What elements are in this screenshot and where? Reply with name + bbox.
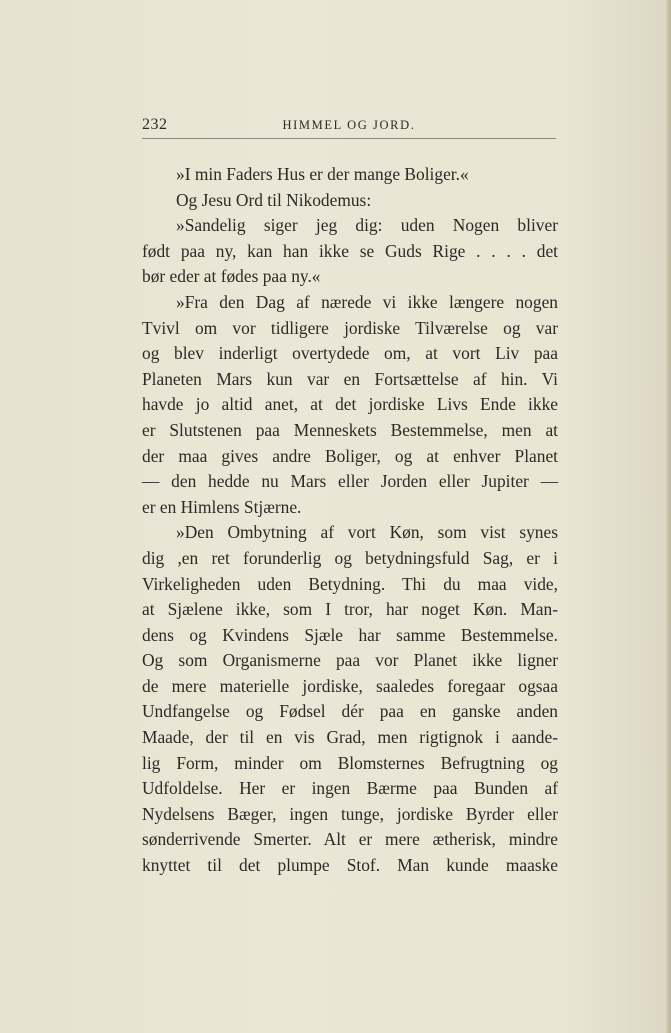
text-line: født paa ny, kan han ikke se Guds Rige . . . . det <box>142 240 558 261</box>
page-number: 232 <box>142 116 168 133</box>
text-line: sønderrivende Smerter. Alt er mere ætherisk, mindre <box>142 829 558 850</box>
text-line: »Sandelig siger jeg dig: uden Nogen bliver <box>176 215 558 236</box>
text-line: de mere materielle jordiske, saaledes foregaar ogsaa <box>142 675 558 696</box>
text-line: Nydelsens Bæger, ingen tunge, jordiske Byrder eller <box>142 803 558 824</box>
body-text <box>142 162 558 879</box>
text-line: Virkeligheden uden Betydning. Thi du maa vide, <box>142 573 558 594</box>
text-line: Undfangelse og Fødsel dér paa en ganske anden <box>142 701 558 722</box>
text-line: Og som Organismerne paa vor Planet ikke ligner <box>142 650 558 671</box>
text-line: Tvivl om vor tidligere jordiske Tilværelse og var <box>142 317 558 338</box>
text-line: bør eder at fødes paa ny.« <box>142 266 321 287</box>
page-edge <box>666 0 671 1033</box>
running-head: HIMMEL OG JORD. <box>282 118 416 132</box>
page-header <box>142 114 556 139</box>
text-line: Maade, der til en vis Grad, men rigtignok i aande- <box>142 727 558 748</box>
text-line: knyttet til det plumpe Stof. Man kunde maaske <box>142 855 558 876</box>
text-line: Udfoldelse. Her er ingen Bærme paa Bunden af <box>142 778 558 799</box>
text-line: »Fra den Dag af nærede vi ikke længere nogen <box>176 291 558 312</box>
text-line: Planeten Mars kun var en Fortsættelse af hin. Vi <box>142 368 558 389</box>
text-line: at Sjælene ikke, som I tror, har noget Køn. Man- <box>142 599 558 620</box>
text-line: dig ,en ret forunderlig og betydningsfuld Sag, er i <box>142 547 558 568</box>
text-line: havde jo altid anet, at det jordiske Livs Ende ikke <box>142 394 558 415</box>
text-line: er Slutstenen paa Menneskets Bestemmelse, men at <box>142 419 558 440</box>
text-line: Og Jesu Ord til Nikodemus: <box>176 189 372 210</box>
text-line: »Den Ombytning af vort Køn, som vist synes <box>176 522 558 543</box>
text-line: lig Form, minder om Blomsternes Befrugtning og <box>142 752 558 773</box>
text-line: »I min Faders Hus er der mange Boliger.« <box>176 164 469 184</box>
text-line: og blev inderligt overtydede om, at vort Liv paa <box>142 343 558 364</box>
text-line: — den hedde nu Mars eller Jorden eller Jupiter — <box>142 471 558 492</box>
text-line: er en Himlens Stjærne. <box>142 496 302 517</box>
text-line: der maa gives andre Boliger, og at enhver Planet <box>142 445 558 466</box>
text-line: dens og Kvindens Sjæle har samme Bestemmelse. <box>142 624 558 645</box>
